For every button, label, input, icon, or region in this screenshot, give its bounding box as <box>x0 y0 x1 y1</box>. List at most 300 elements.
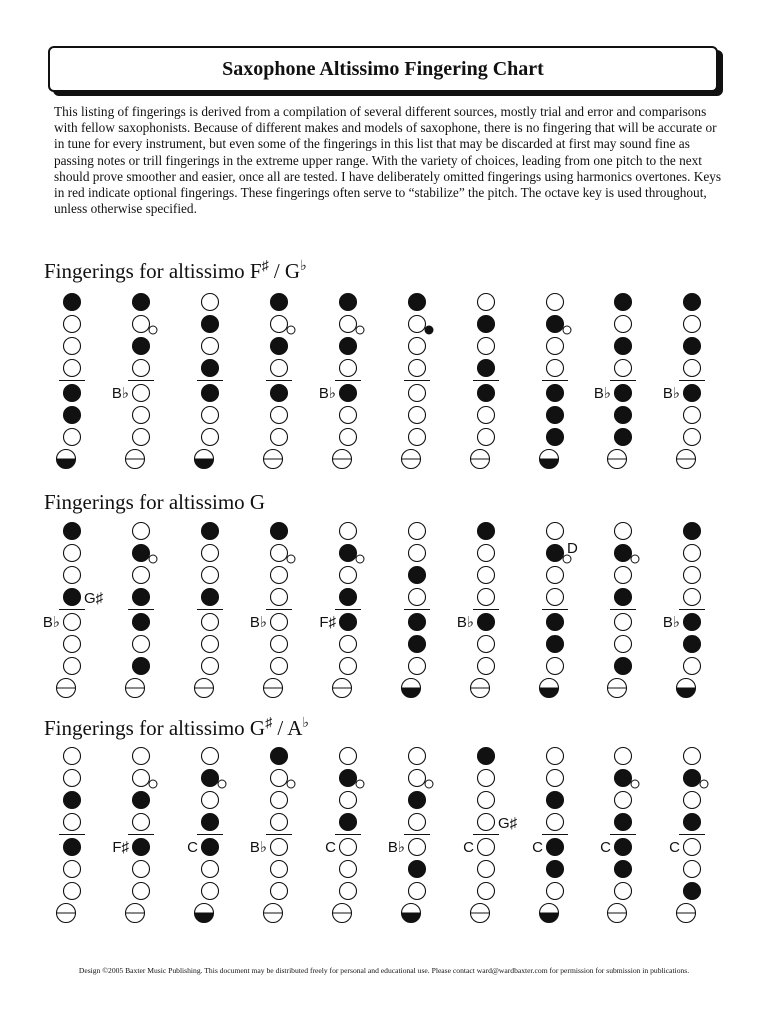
finger-key <box>271 567 288 584</box>
finger-key <box>64 523 81 540</box>
finger-key <box>478 658 495 675</box>
finger-key <box>409 861 426 878</box>
finger-key <box>133 814 150 831</box>
thumb-key-half-filled <box>195 913 214 923</box>
finger-key <box>615 589 632 606</box>
finger-key <box>340 861 357 878</box>
finger-key <box>684 407 701 424</box>
finger-key <box>133 294 150 311</box>
finger-key <box>271 839 288 856</box>
finger-key <box>547 636 564 653</box>
finger-key <box>409 338 426 355</box>
side-key-annotation: D <box>567 540 578 557</box>
finger-key <box>133 861 150 878</box>
finger-key <box>478 385 495 402</box>
fingering-diagram <box>187 748 226 923</box>
fingering-diagram <box>319 523 364 698</box>
finger-key <box>340 748 357 765</box>
finger-key <box>409 360 426 377</box>
finger-key <box>478 523 495 540</box>
fingering-diagram <box>250 523 295 698</box>
finger-key <box>271 523 288 540</box>
finger-key <box>547 658 564 675</box>
alternate-key-label: B♭ <box>387 839 405 856</box>
finger-key <box>409 429 426 446</box>
alternate-key-label: C <box>187 839 198 856</box>
alternate-key-label: B♭ <box>249 614 267 631</box>
finger-key <box>202 792 219 809</box>
finger-key <box>202 360 219 377</box>
fingering-row-g <box>0 521 768 701</box>
section-title-text: Fingerings for altissimo G <box>44 716 266 740</box>
finger-key <box>133 770 150 787</box>
alternate-key-label: C <box>669 839 680 856</box>
fingering-diagram <box>195 523 224 698</box>
finger-key <box>133 636 150 653</box>
side-key <box>287 780 295 788</box>
finger-key <box>684 748 701 765</box>
fingering-diagram <box>594 294 636 469</box>
finger-key <box>615 770 632 787</box>
section-title-fsharp-gflat <box>44 258 307 284</box>
finger-key <box>340 294 357 311</box>
alternate-key-label: C <box>600 839 611 856</box>
side-key <box>356 326 364 334</box>
finger-key <box>615 545 632 562</box>
finger-key <box>64 770 81 787</box>
fingering-diagram <box>457 523 499 698</box>
finger-key <box>547 523 564 540</box>
finger-key <box>684 385 701 402</box>
finger-key <box>615 294 632 311</box>
fingering-diagram <box>463 748 518 923</box>
finger-key <box>478 589 495 606</box>
finger-key <box>478 748 495 765</box>
finger-key <box>409 636 426 653</box>
finger-key <box>615 429 632 446</box>
finger-key <box>547 883 564 900</box>
thumb-key-half-filled <box>677 688 696 698</box>
finger-key <box>133 658 150 675</box>
finger-key <box>64 814 81 831</box>
finger-key <box>547 839 564 856</box>
finger-key <box>340 567 357 584</box>
finger-key <box>202 883 219 900</box>
finger-key <box>615 614 632 631</box>
finger-key <box>615 360 632 377</box>
finger-key <box>64 614 81 631</box>
finger-key <box>547 792 564 809</box>
finger-key <box>133 545 150 562</box>
thumb-key-half-filled <box>57 459 76 469</box>
finger-key <box>133 748 150 765</box>
finger-key <box>340 429 357 446</box>
finger-key <box>478 407 495 424</box>
finger-key <box>340 523 357 540</box>
finger-key <box>202 814 219 831</box>
finger-key <box>615 407 632 424</box>
finger-key <box>409 385 426 402</box>
finger-key <box>478 294 495 311</box>
fingering-diagram <box>126 523 158 698</box>
thumb-key-half-filled <box>195 459 214 469</box>
side-key <box>149 326 157 334</box>
finger-key <box>202 748 219 765</box>
finger-key <box>340 770 357 787</box>
finger-key <box>478 360 495 377</box>
alternate-key-label: B♭ <box>42 614 60 631</box>
finger-key <box>271 770 288 787</box>
finger-key <box>684 360 701 377</box>
finger-key <box>133 839 150 856</box>
finger-key <box>64 338 81 355</box>
finger-key <box>202 589 219 606</box>
finger-key <box>409 294 426 311</box>
fingering-row-fsharp-gflat <box>0 292 768 472</box>
finger-key <box>133 589 150 606</box>
side-key-annotation: G♯ <box>498 815 518 832</box>
finger-key <box>615 316 632 333</box>
side-key <box>563 326 571 334</box>
finger-key <box>684 294 701 311</box>
finger-key <box>684 523 701 540</box>
finger-key <box>547 429 564 446</box>
fingering-diagram <box>669 748 708 923</box>
finger-key <box>64 385 81 402</box>
alternate-key-label: B♭ <box>593 385 611 402</box>
finger-key <box>340 883 357 900</box>
finger-key <box>271 748 288 765</box>
finger-key <box>271 407 288 424</box>
finger-key <box>202 294 219 311</box>
fingering-diagram <box>402 294 434 469</box>
finger-key <box>340 589 357 606</box>
finger-key <box>271 614 288 631</box>
finger-key <box>271 792 288 809</box>
finger-key <box>340 338 357 355</box>
flat-symbol: ♭ <box>302 716 310 731</box>
finger-key <box>409 614 426 631</box>
finger-key <box>684 839 701 856</box>
side-key <box>287 555 295 563</box>
side-key <box>631 780 639 788</box>
fingering-diagram <box>112 294 157 469</box>
finger-key <box>340 839 357 856</box>
finger-key <box>684 770 701 787</box>
finger-key <box>478 429 495 446</box>
alternate-key-label: B♭ <box>249 839 267 856</box>
finger-key <box>615 748 632 765</box>
alternate-key-label: B♭ <box>456 614 474 631</box>
fingering-diagram <box>663 294 705 469</box>
finger-key <box>615 567 632 584</box>
finger-key <box>615 883 632 900</box>
footer-copyright: Design ©2005 Baxter Music Publishing. This document may be distributed freely for personal and educational use. Please contact ward@wardbaxter.com for permission for submission in publications. <box>78 966 690 975</box>
finger-key <box>615 523 632 540</box>
finger-key <box>202 770 219 787</box>
side-key <box>700 780 708 788</box>
finger-key <box>133 385 150 402</box>
finger-key <box>684 883 701 900</box>
side-key <box>356 780 364 788</box>
finger-key <box>271 429 288 446</box>
section-title-text: / A <box>272 716 303 740</box>
finger-key <box>478 792 495 809</box>
finger-key <box>64 567 81 584</box>
finger-key <box>684 567 701 584</box>
finger-key <box>547 407 564 424</box>
thumb-key-half-filled <box>402 913 421 923</box>
finger-key <box>684 614 701 631</box>
finger-key <box>684 792 701 809</box>
finger-key <box>615 839 632 856</box>
finger-key <box>478 839 495 856</box>
side-key <box>287 326 295 334</box>
finger-key <box>409 883 426 900</box>
finger-key <box>64 545 81 562</box>
fingering-diagram <box>388 748 433 923</box>
thumb-key-half-filled <box>540 459 559 469</box>
fingering-diagram <box>319 294 364 469</box>
finger-key <box>202 429 219 446</box>
side-key <box>149 780 157 788</box>
finger-key <box>133 523 150 540</box>
finger-key <box>409 839 426 856</box>
alternate-key-label: B♭ <box>662 385 680 402</box>
finger-key <box>271 861 288 878</box>
alternate-key-label: F♯ <box>319 614 336 631</box>
fingering-diagram <box>325 748 364 923</box>
side-key <box>631 555 639 563</box>
finger-key <box>133 429 150 446</box>
finger-key <box>409 748 426 765</box>
finger-key <box>202 567 219 584</box>
finger-key <box>547 385 564 402</box>
finger-key <box>547 748 564 765</box>
finger-key <box>64 407 81 424</box>
section-title-text: Fingerings for altissimo G <box>44 490 266 514</box>
fingering-diagram <box>264 294 296 469</box>
finger-key <box>409 770 426 787</box>
finger-key <box>547 294 564 311</box>
finger-key <box>202 658 219 675</box>
finger-key <box>684 429 701 446</box>
fingering-diagram <box>250 748 295 923</box>
finger-key <box>202 385 219 402</box>
finger-key <box>202 407 219 424</box>
finger-key <box>547 770 564 787</box>
fingering-diagram <box>402 523 431 698</box>
fingering-diagram <box>57 294 86 469</box>
fingering-diagram <box>532 748 568 923</box>
sharp-symbol: ♯ <box>265 716 273 731</box>
fingering-diagram <box>195 294 224 469</box>
finger-key <box>271 658 288 675</box>
finger-key <box>615 861 632 878</box>
fingering-diagram <box>608 523 640 698</box>
chart-title: Saxophone Altissimo Fingering Chart <box>48 46 718 92</box>
finger-key <box>340 814 357 831</box>
finger-key <box>547 545 564 562</box>
finger-key <box>133 360 150 377</box>
finger-key <box>64 636 81 653</box>
finger-key <box>340 614 357 631</box>
finger-key <box>409 567 426 584</box>
finger-key <box>340 316 357 333</box>
alternate-key-label: C <box>463 839 474 856</box>
finger-key <box>64 294 81 311</box>
finger-key <box>64 883 81 900</box>
side-key <box>149 555 157 563</box>
finger-key <box>271 589 288 606</box>
finger-key <box>409 658 426 675</box>
finger-key <box>684 589 701 606</box>
finger-key <box>202 338 219 355</box>
finger-key <box>478 636 495 653</box>
finger-key <box>202 545 219 562</box>
finger-key <box>133 792 150 809</box>
finger-key <box>271 316 288 333</box>
finger-key <box>202 636 219 653</box>
alternate-key-label: B♭ <box>662 614 680 631</box>
finger-key <box>64 589 81 606</box>
finger-key <box>547 614 564 631</box>
finger-key <box>340 636 357 653</box>
thumb-key-half-filled <box>540 688 559 698</box>
finger-key <box>271 636 288 653</box>
finger-key <box>64 658 81 675</box>
finger-key <box>478 770 495 787</box>
finger-key <box>615 636 632 653</box>
finger-key <box>684 316 701 333</box>
finger-key <box>64 316 81 333</box>
finger-key <box>684 861 701 878</box>
sharp-symbol: ♯ <box>261 259 269 274</box>
thumb-key-half-filled <box>540 913 559 923</box>
side-key <box>356 555 364 563</box>
finger-key <box>684 636 701 653</box>
finger-key <box>64 360 81 377</box>
finger-key <box>202 839 219 856</box>
finger-key <box>478 883 495 900</box>
finger-key <box>409 589 426 606</box>
finger-key <box>409 523 426 540</box>
section-title-text: / G <box>268 259 301 283</box>
fingering-diagram <box>57 748 86 923</box>
alternate-key-label: C <box>532 839 543 856</box>
section-title-gsharp-aflat <box>44 715 309 741</box>
finger-key <box>615 792 632 809</box>
finger-key <box>202 316 219 333</box>
finger-key <box>133 338 150 355</box>
section-title-g <box>44 490 265 515</box>
finger-key <box>615 385 632 402</box>
finger-key <box>340 545 357 562</box>
finger-key <box>133 407 150 424</box>
finger-key <box>271 814 288 831</box>
alternate-key-label: C <box>325 839 336 856</box>
finger-key <box>202 861 219 878</box>
finger-key <box>202 523 219 540</box>
side-key <box>425 326 433 334</box>
side-key-annotation: G♯ <box>84 590 104 607</box>
finger-key <box>64 839 81 856</box>
finger-key <box>615 658 632 675</box>
finger-key <box>340 407 357 424</box>
finger-key <box>547 861 564 878</box>
intro-paragraph: This listing of fingerings is derived from a compilation of several different sources, mostly trial and error and comparisons with fellow saxophonists. Because of different makes and models of saxophone, there is no fingering that will be accurate or in tune for every instrument, but even some of the fingerings in this list that may be discarded at first may sound fine as passing notes or trill fingerings in the extreme upper range. With the variety of choices, leading from one pitch to the next should prove smoother and easier, once all are tested. I have deliberately omitted fingerings using harmonics overtones. Keys in red indicate optional fingerings. These fingerings often serve to “stabilize” the pitch. The octave key is used throughout, unless otherwise specified. <box>54 104 722 217</box>
fingering-diagram <box>112 748 157 923</box>
finger-key <box>133 316 150 333</box>
finger-key <box>547 360 564 377</box>
finger-key <box>478 567 495 584</box>
finger-key <box>547 814 564 831</box>
thumb-key-half-filled <box>402 688 421 698</box>
finger-key <box>64 429 81 446</box>
finger-key <box>409 545 426 562</box>
side-key <box>425 780 433 788</box>
finger-key <box>409 814 426 831</box>
finger-key <box>271 545 288 562</box>
finger-key <box>615 814 632 831</box>
fingering-diagram <box>43 523 104 698</box>
fingering-diagram <box>540 294 572 469</box>
finger-key <box>340 385 357 402</box>
fingering-diagram <box>471 294 500 469</box>
finger-key <box>478 861 495 878</box>
finger-key <box>271 338 288 355</box>
finger-key <box>133 567 150 584</box>
finger-key <box>409 407 426 424</box>
finger-key <box>478 814 495 831</box>
fingering-diagram <box>663 523 705 698</box>
alternate-key-label: B♭ <box>111 385 129 402</box>
finger-key <box>202 614 219 631</box>
finger-key <box>64 861 81 878</box>
finger-key <box>409 792 426 809</box>
fingering-row-gsharp-aflat <box>0 746 768 926</box>
finger-key <box>547 589 564 606</box>
finger-key <box>340 360 357 377</box>
finger-key <box>340 792 357 809</box>
finger-key <box>684 658 701 675</box>
finger-key <box>340 658 357 675</box>
finger-key <box>478 614 495 631</box>
finger-key <box>271 294 288 311</box>
flat-symbol: ♭ <box>300 259 307 274</box>
finger-key <box>64 792 81 809</box>
finger-key <box>547 316 564 333</box>
fingering-diagram <box>540 523 579 698</box>
alternate-key-label: B♭ <box>318 385 336 402</box>
finger-key <box>478 545 495 562</box>
section-title-text: Fingerings for altissimo F <box>44 259 262 283</box>
finger-key <box>478 338 495 355</box>
alternate-key-label: F♯ <box>112 839 129 856</box>
finger-key <box>409 316 426 333</box>
finger-key <box>133 614 150 631</box>
finger-key <box>271 360 288 377</box>
fingering-diagram <box>600 748 639 923</box>
finger-key <box>271 385 288 402</box>
finger-key <box>684 545 701 562</box>
finger-key <box>478 316 495 333</box>
finger-key <box>615 338 632 355</box>
finger-key <box>684 338 701 355</box>
finger-key <box>64 748 81 765</box>
finger-key <box>271 883 288 900</box>
finger-key <box>547 338 564 355</box>
